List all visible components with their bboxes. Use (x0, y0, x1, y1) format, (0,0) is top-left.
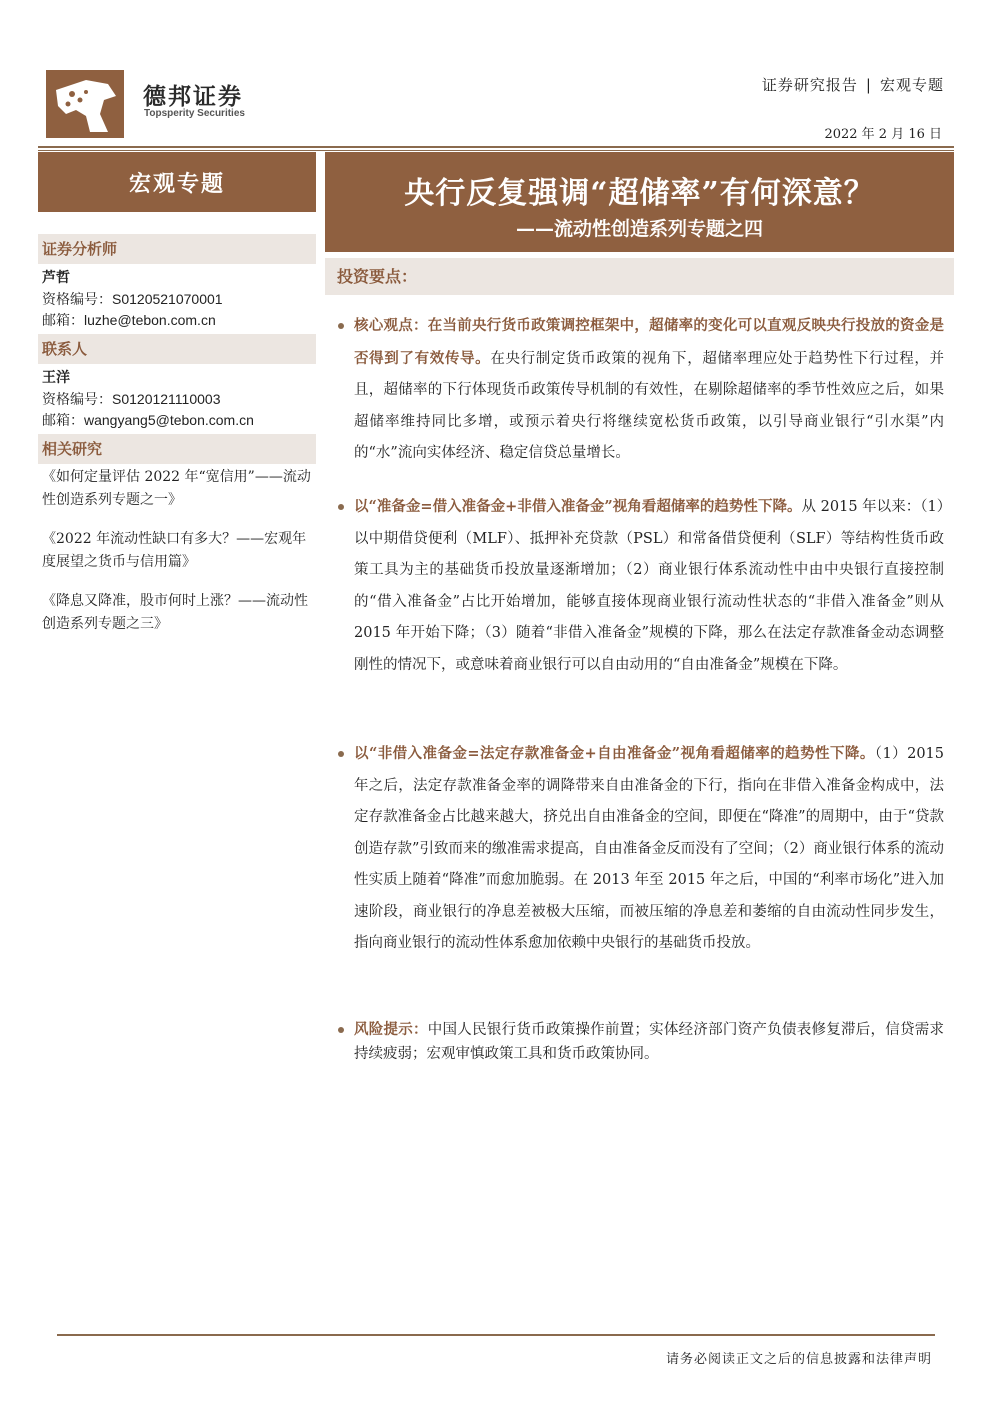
contact-name: 王洋 (42, 370, 70, 386)
report-category-line (762, 74, 944, 95)
header-rule-thin (38, 150, 954, 151)
investment-points-heading: 投资要点： (325, 258, 954, 295)
key-point (338, 738, 944, 960)
analyst-email (42, 310, 216, 331)
bullet-icon (338, 751, 344, 757)
related-item[interactable]: 《如何定量评估 2022 年“宽信用”——流动性创造系列专题之一》 (42, 469, 311, 508)
email-label: 邮箱： (42, 313, 84, 329)
contact-heading: 联系人 (38, 334, 316, 364)
point-lead: 核心观点：在当前央行货币政策调控框架中，超储率的变化可以直观反映央行投放的资金是否得到了有效传导。 (354, 317, 944, 367)
point-body: 在央行制定货币政策的视角下，超储率理应处于趋势性下行过程，并且，超储率的下行体现货币政策传导机制的有效性，在剔除超储率的季节性效应之后，如果超储率维持同比多增，或预示着央行将继续宽松货币政策，以引导商业银行“引水渠”内的“水”流向实体经济、稳定信贷总量增长。 (354, 350, 945, 461)
footer-disclaimer: 请务必阅读正文之后的信息披露和法律声明 (665, 1352, 932, 1367)
analyst-name: 芦哲 (42, 270, 70, 286)
logo-chinese-name: 德邦证券 (143, 84, 243, 110)
contact-cert (42, 389, 220, 410)
report-subtitle: ——流动性创造系列专题之四 (515, 218, 763, 240)
cert-number: S0120121110003 (112, 391, 221, 407)
logo-english-name: Topsperity Securities (144, 108, 245, 119)
contact-email (42, 410, 254, 431)
title-banner (325, 152, 954, 252)
cert-label: 资格编号： (42, 292, 112, 308)
point-lead: 以“准备金=借入准备金+非借入准备金”视角看超储率的趋势性下降。 (354, 498, 802, 515)
separator: | (865, 76, 872, 94)
company-logo (46, 70, 124, 138)
analyst-heading: 证券分析师 (38, 234, 316, 264)
bullet-icon (338, 1027, 344, 1033)
point-body: （1）2015 年之后，法定存款准备金率的调降带来自由准备金的下行，指向在非借入准备金构成中，法定存款准备金占比越来越大，挤兑出自由准备金的空间，即便在“降准”的周期中，由于“贷款创造存款”引致而来的缴准需求提高，自由准备金反而没有了空间；（2）商业银行体系的流动性实质上随着“降准”而愈加脆弱。在 2013 年至 2015 年之后，中国的“利率市场化”进入加速阶段，商业银行的净息差被极大压缩，而被压缩的净息差和萎缩的自由流动性同步发生，指向商业银行的流动性体系愈加依赖中央银行的基础货币投放。 (354, 746, 944, 951)
cert-number: S0120521070001 (112, 291, 223, 307)
related-item[interactable]: 《2022 年流动性缺口有多大？——宏观年度展望之货币与信用篇》 (42, 531, 307, 570)
footer-rule (57, 1334, 935, 1336)
email-address[interactable]: luzhe@tebon.com.cn (84, 312, 216, 328)
report-date: 2022 年 2 月 16 日 (824, 127, 942, 142)
analyst-cert (42, 289, 223, 310)
section-box: 宏观专题 (38, 152, 316, 212)
email-address[interactable]: wangyang5@tebon.com.cn (84, 412, 254, 428)
bullet-icon (338, 504, 344, 510)
point-body: 从 2015 年以来：（1）以中期借贷便利（MLF）、抵押补充贷款（PSL）和常备借贷便利（SLF）等结构性货币政策工具为主的基础货币投放量逐渐增加；（2）商业银行体系流动性中由中央银行直接控制的“借入准备金”占比开始增加，能够直接体现商业银行流动性状态的“非借入准备金”则从 2015 年开始下降；（3）随着“非借入准备金”规模的下降，那么在法定存款准备金动态调整刚性的情况下，或意味着商业银行可以自由动用的“自由准备金”规模在下降。 (354, 499, 944, 673)
point-body: 中国人民银行货币政策操作前置；实体经济部门资产负债表修复滞后，信贷需求持续疲弱；宏观审慎政策工具和货币政策协同。 (354, 1022, 945, 1062)
bullet-icon (338, 323, 344, 329)
key-point (338, 491, 944, 681)
point-lead: 风险提示： (354, 1021, 428, 1038)
risk-point (338, 1018, 944, 1066)
report-title: 央行反复强调“超储率”有何深意？ (404, 176, 875, 211)
key-point (338, 310, 944, 470)
header-rule (38, 146, 954, 148)
cert-label: 资格编号： (42, 392, 112, 408)
related-heading: 相关研究 (38, 434, 316, 464)
point-lead: 以“非借入准备金=法定存款准备金+自由准备金”视角看超储率的趋势性下降。 (354, 745, 875, 762)
report-category: 证券研究报告 (761, 76, 858, 94)
report-type: 宏观专题 (879, 76, 944, 94)
email-label: 邮箱： (42, 413, 84, 429)
related-item[interactable]: 《降息又降准，股市何时上涨？——流动性创造系列专题之三》 (42, 593, 308, 632)
